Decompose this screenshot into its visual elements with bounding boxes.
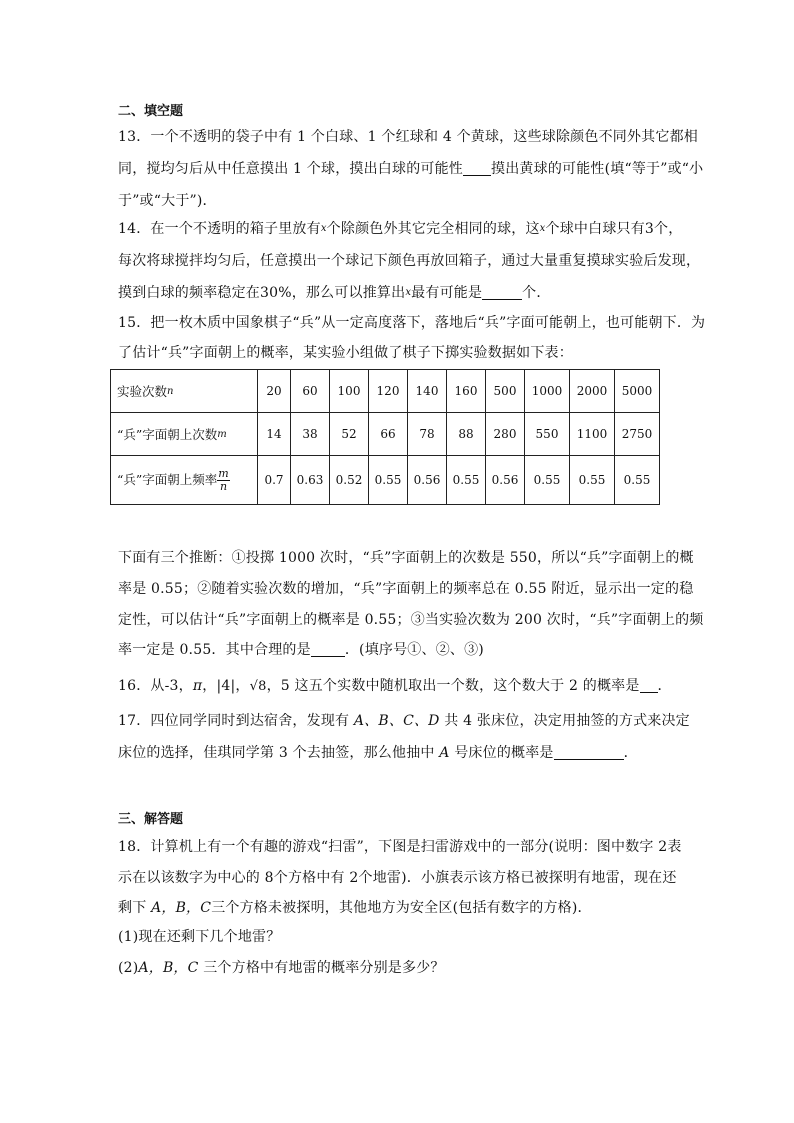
q15-para4: 率一定是 0.55．其中合理的是 ．(填序号①、②、③) (118, 642, 484, 658)
table-cell: 88 (447, 413, 486, 456)
table-cell: 120 (369, 370, 408, 413)
q14-line1: 14．在一个不透明的箱子里放有x个除颜色外其它完全相同的球，这x个球中白球只有3个， (118, 221, 683, 237)
row-header-trials: 实验次数n (111, 370, 258, 413)
q17-line2: 床位的选择，佳琪同学第 3 个去抽签，那么他抽中 A 号床位的概率是 ． (118, 745, 638, 761)
q18-line3: 剩下 A，B，C三个方格未被探明，其他地方为安全区(包括有数字的方格)． (118, 900, 592, 916)
q16-blank (640, 678, 658, 693)
q18-sub2: (2)A，B，C 三个方格中有地雷的概率分别是多少？ (118, 960, 445, 976)
section-title: 三、解答题 (118, 812, 184, 827)
table-cell: 0.63 (291, 456, 330, 505)
table-cell: 0.56 (486, 456, 525, 505)
q13-line3: 于”或“大于”)． (118, 193, 217, 209)
q13-line1: 13．一个不透明的袋子中有 1 个白球、1 个红球和 4 个黄球，这些球除颜色不同外其它都相 (118, 129, 698, 145)
table-cell: 0.56 (408, 456, 447, 505)
table-cell: 52 (330, 413, 369, 456)
table-cell: 100 (330, 370, 369, 413)
table-cell: 20 (258, 370, 291, 413)
table-cell: 280 (486, 413, 525, 456)
q15-line2: 了估计“兵”字面朝上的概率，某实验小组做了棋子下掷实验数据如下表： (118, 345, 573, 361)
table-cell: 0.7 (258, 456, 291, 505)
q16-line: 16．从-3，π，|4|，√8，5 这五个实数中随机取出一个数，这个数大于 2 的概率是 ． (118, 678, 672, 694)
q13-blank (463, 161, 491, 176)
q13-line2: 同，搅均匀后从中任意摸出 1 个球，摸出白球的可能性 摸出黄球的可能性(填“等于”或“小 (118, 161, 704, 177)
table-cell: 500 (486, 370, 525, 413)
table-cell: 0.55 (525, 456, 570, 505)
row-header-heads-count: “兵”字面朝上次数m (111, 413, 258, 456)
table-cell: 0.55 (615, 456, 660, 505)
table-cell: 2000 (570, 370, 615, 413)
q14-line3: 摸到白球的频率稳定在30%，那么可以推算出x最有可能是 个． (118, 285, 551, 301)
q15-para2: 率是 0.55；②随着实验次数的增加，“兵”字面朝上的频率总在 0.55 附近，显示出一定的稳 (118, 581, 694, 597)
section-title: 二、填空题 (118, 104, 184, 119)
table-cell: 5000 (615, 370, 660, 413)
table-cell: 14 (258, 413, 291, 456)
table-cell: 66 (369, 413, 408, 456)
q14-line2: 每次将球搅拌均匀后，任意摸出一个球记下颜色再放回箱子，通过大量重复摸球实验后发现， (118, 253, 701, 269)
q18-line2: 示在以该数字为中心的 8个方格中有 2个地雷)．小旗表示该方格已被探明有地雷，现在还 (118, 870, 677, 886)
q18-line1: 18．计算机上有一个有趣的游戏“扫雷”，下图是扫雷游戏中的一部分(说明：图中数字 2表 (118, 839, 682, 855)
table-cell: 60 (291, 370, 330, 413)
table-cell: 0.55 (447, 456, 486, 505)
q15-line1: 15．把一枚木质中国象棋子“兵”从一定高度落下，落地后“兵”字面可能朝上，也可能朝下．为 (118, 315, 706, 331)
q14-blank (482, 285, 522, 300)
experiment-table (110, 369, 660, 505)
q18-sub1: (1)现在还剩下几个地雷？ (118, 929, 281, 945)
q15-para1: 下面有三个推断：①投掷 1000 次时，“兵”字面朝上的次数是 550，所以“兵”字面朝上的概 (118, 550, 694, 566)
table-cell: 1000 (525, 370, 570, 413)
table-cell: 1100 (570, 413, 615, 456)
table-row (111, 370, 660, 413)
fraction-m-over-n: $\frac{m}{n}$ (218, 466, 229, 493)
table-cell: 0.55 (570, 456, 615, 505)
q17-line1: 17．四位同学同时到达宿舍，发现有 A、B、C、D 共 4 张床位，决定用抽签的方式来决定 (118, 713, 690, 729)
q15-para3: 定性，可以估计“兵”字面朝上的概率是 0.55；③当实验次数为 200 次时，“兵”字面朝上的频 (118, 612, 704, 628)
table-cell: 78 (408, 413, 447, 456)
table-cell: 0.52 (330, 456, 369, 505)
table-row (111, 413, 660, 456)
table-cell: 0.55 (369, 456, 408, 505)
table-cell: 160 (447, 370, 486, 413)
q15-blank (311, 642, 345, 657)
table-cell: 550 (525, 413, 570, 456)
table-cell: 38 (291, 413, 330, 456)
table-cell: 2750 (615, 413, 660, 456)
q17-blank (554, 745, 624, 760)
table-cell: 140 (408, 370, 447, 413)
row-header-frequency: “兵”字面朝上频率 $\frac{m}{n}$ (111, 456, 258, 505)
table-row (111, 456, 660, 505)
